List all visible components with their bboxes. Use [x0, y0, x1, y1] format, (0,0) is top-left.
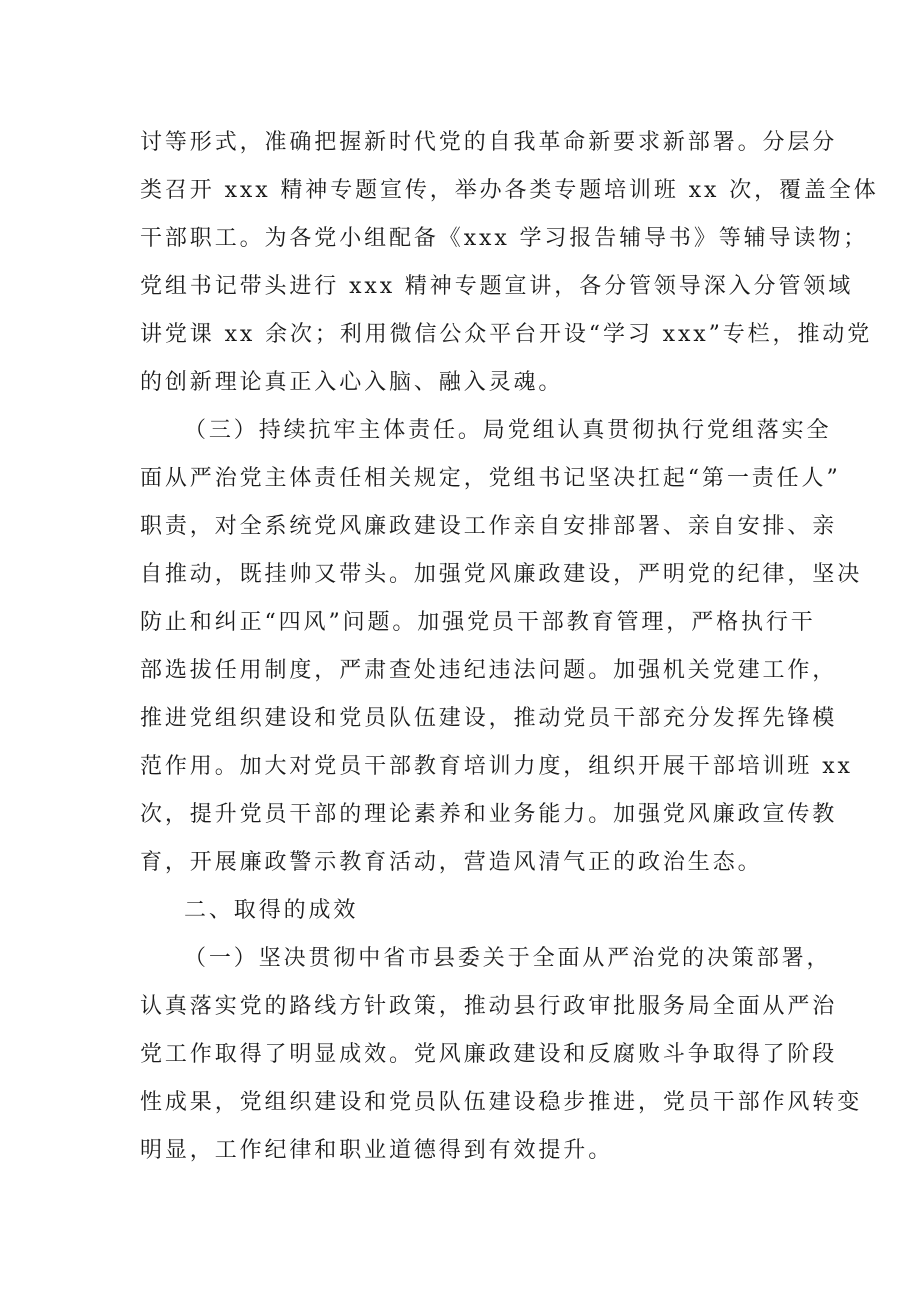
paragraph-line: 育，开展廉政警示教育活动，营造风清气正的政治生态。 [140, 850, 763, 875]
paragraph-line: 党工作取得了明显成效。党风廉政建设和反腐败斗争取得了阶段 [140, 1042, 838, 1067]
paragraph-line: 干部职工。为各党小组配备《xxx 学习报告辅导书》等辅导读物； [140, 226, 869, 251]
paragraph-line: 性成果，党组织建设和党员队伍建设稳步推进，党员干部作风转变 [140, 1090, 863, 1115]
paragraph-line: 讲党课 xx 余次；利用微信公众平台开设“学习 xxx”专栏，推动党 [140, 322, 873, 347]
paragraph-line: 防止和纠正“四风”问题。加强党员干部教育管理，严格执行干 [140, 610, 816, 635]
paragraph-line: 类召开 xxx 精神专题宣传，举办各类专题培训班 xx 次，覆盖全体 [140, 178, 879, 203]
paragraph-line: 范作用。加大对党员干部教育培训力度，组织开展干部培训班 xx [140, 754, 853, 779]
paragraph-line: 职责，对全系统党风廉政建设工作亲自安排部署、亲自安排、亲 [140, 514, 838, 539]
paragraph-line: 次，提升党员干部的理论素养和业务能力。加强党风廉政宣传教 [140, 802, 838, 827]
paragraph-line: 的创新理论真正入心入脑、融入灵魂。 [140, 370, 564, 395]
paragraph-line: 面从严治党主体责任相关规定，党组书记坚决扛起“第一责任人” [140, 466, 841, 491]
paragraph-line: 明显，工作纪律和职业道德得到有效提升。 [140, 1138, 614, 1163]
paragraph-line: 讨等形式，准确把握新时代党的自我革命新要求新部署。分层分 [140, 130, 838, 155]
paragraph-line: （三）持续抗牢主体责任。局党组认真贯彻执行党组落实全 [184, 418, 832, 443]
paragraph-line: 推进党组织建设和党员队伍建设，推动党员干部充分发挥先锋模 [140, 706, 838, 731]
section-heading: 二、取得的成效 [184, 898, 359, 923]
paragraph-line: 部选拔任用制度，严肃查处违纪违法问题。加强机关党建工作， [140, 658, 838, 683]
paragraph-line: （一）坚决贯彻中省市县委关于全面从严治党的决策部署， [184, 946, 832, 971]
paragraph-line: 认真落实党的路线方针政策，推动县行政审批服务局全面从严治 [140, 994, 838, 1019]
paragraph-line: 党组书记带头进行 xxx 精神专题宣讲，各分管领导深入分管领域 [140, 274, 854, 299]
paragraph-line: 自推动，既挂帅又带头。加强党风廉政建设，严明党的纪律，坚决 [140, 562, 863, 587]
